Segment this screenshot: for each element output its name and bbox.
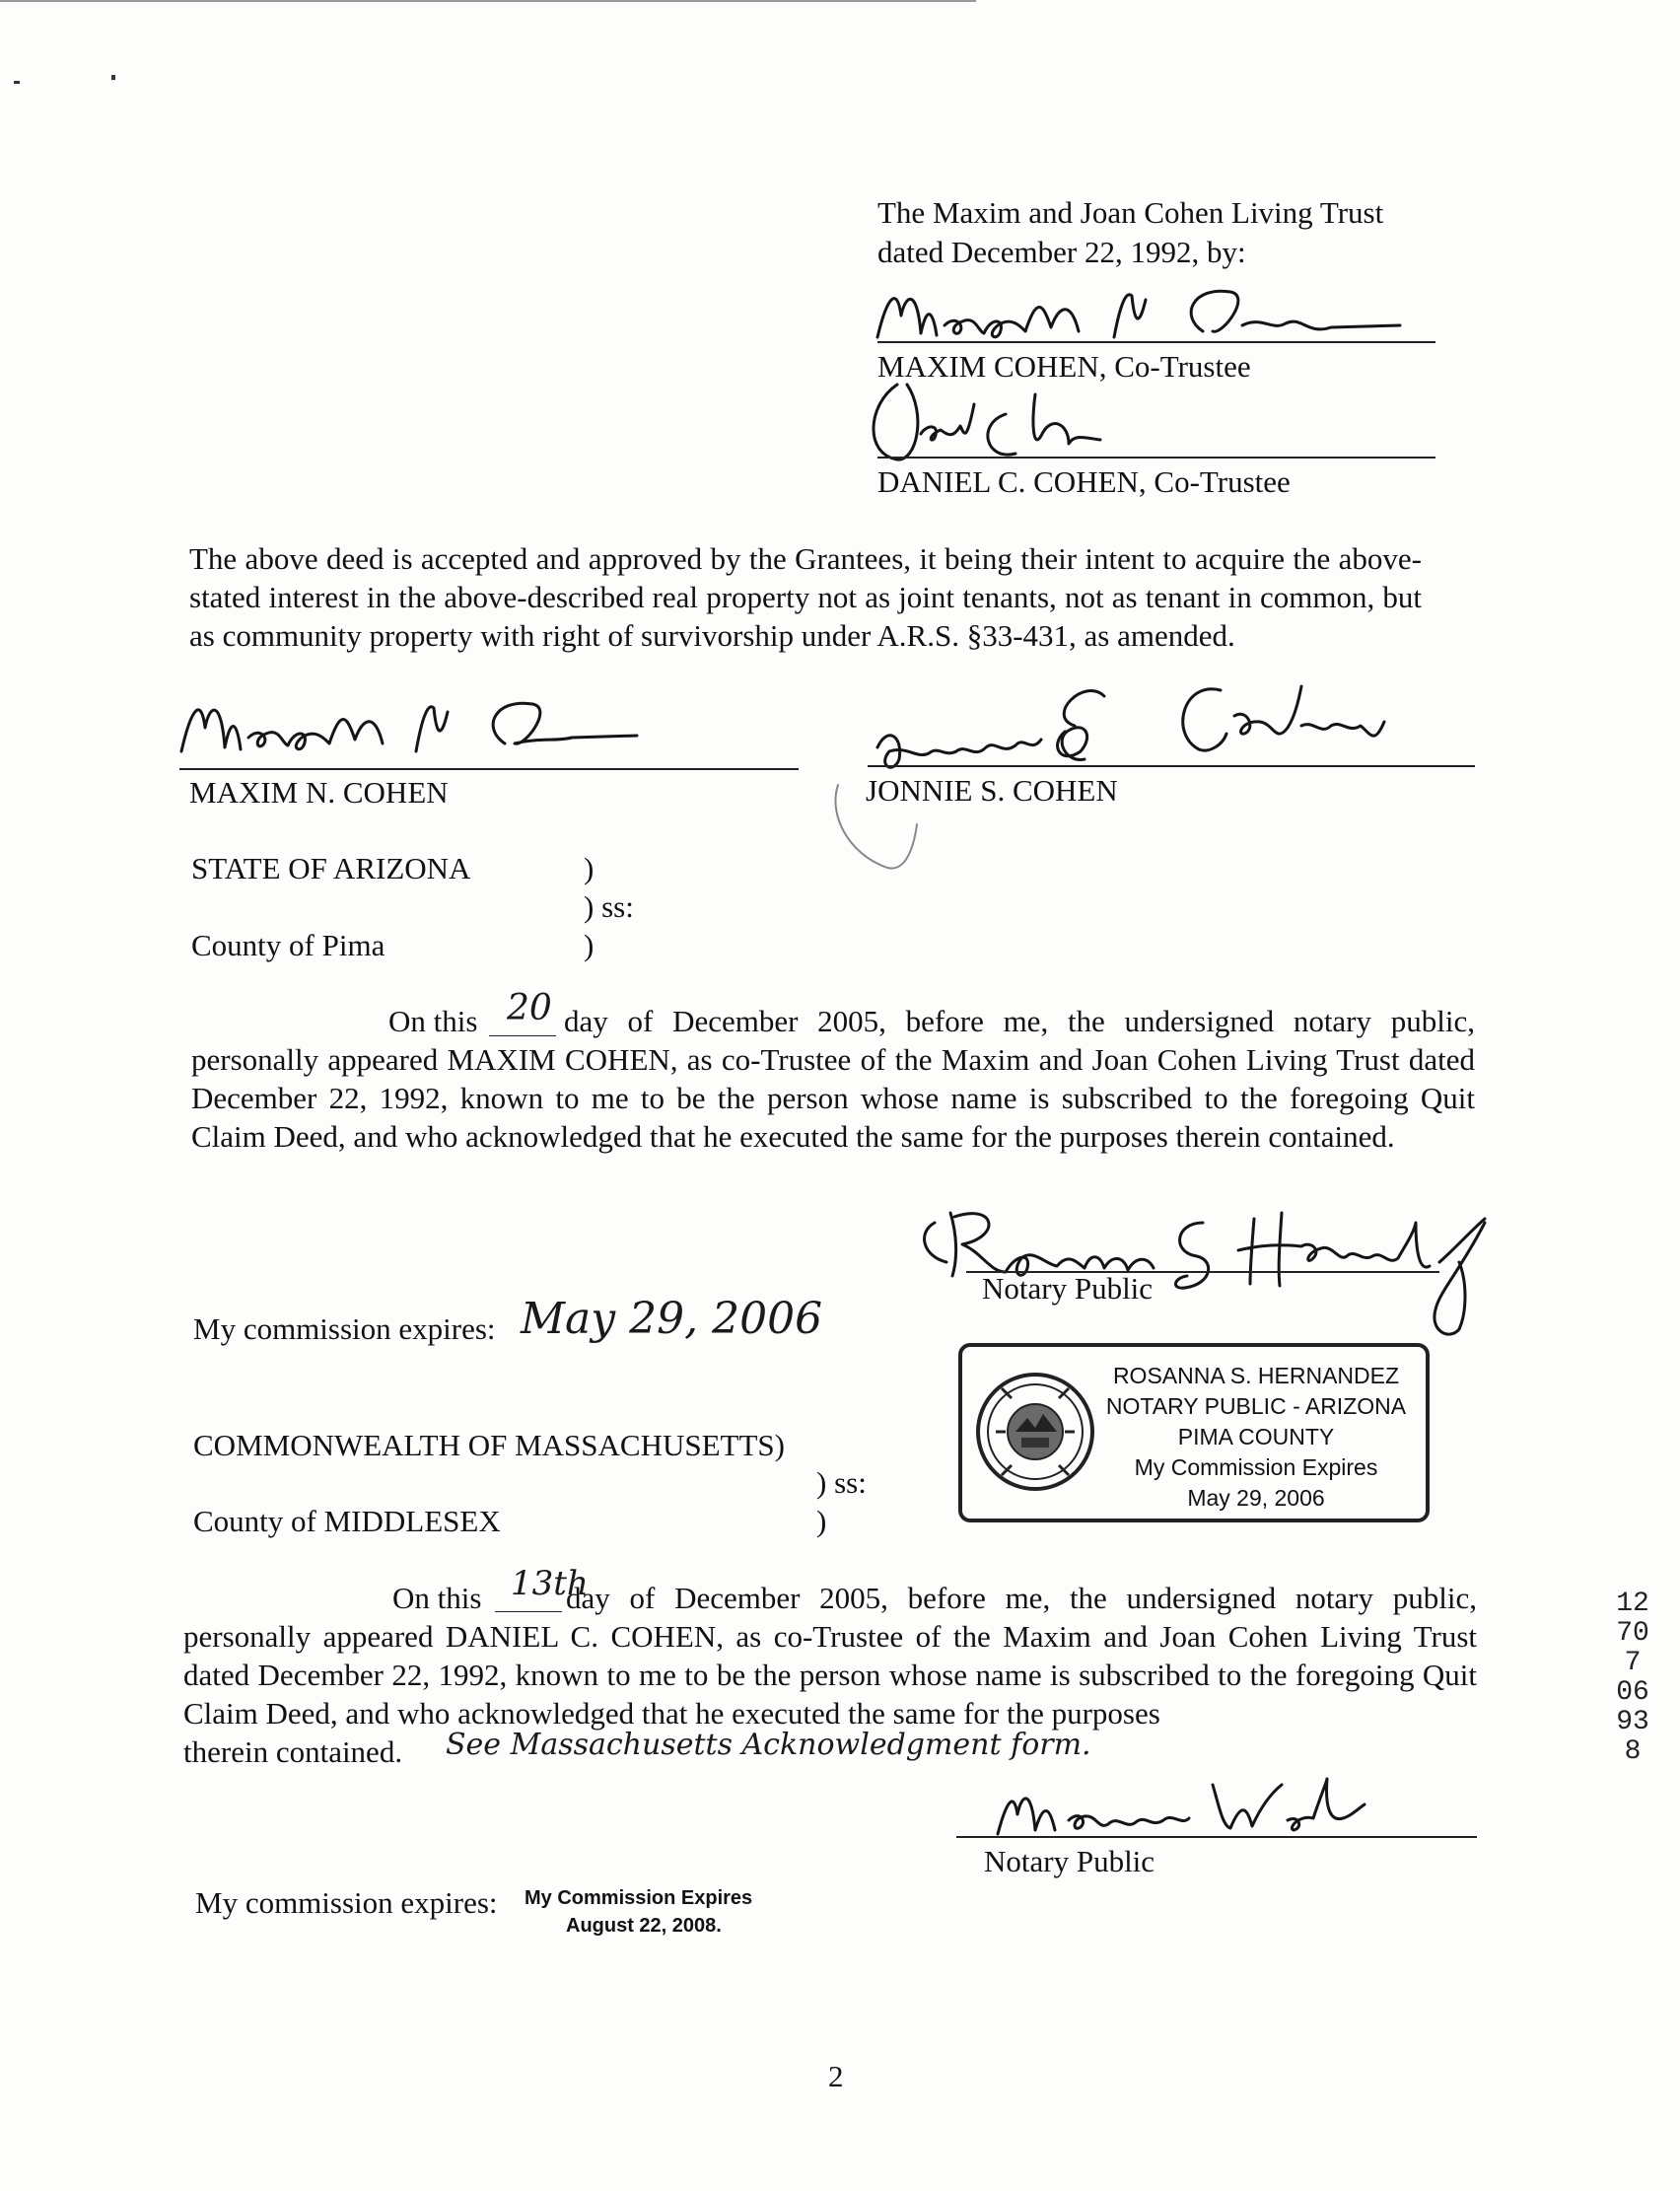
scan-line — [0, 0, 976, 2]
arizona-day-handwritten: 20 — [507, 988, 552, 1028]
trust-title: The Maxim and Joan Cohen Living Trust — [877, 195, 1384, 230]
arizona-paren-top: ) — [584, 851, 595, 885]
stamp-text — [1098, 1361, 1414, 1514]
stamp-title: NOTARY PUBLIC - ARIZONA — [1105, 1393, 1407, 1419]
trustee2-signature-line — [877, 457, 1435, 459]
massachusetts-commission-stamp-line2: August 22, 2008. — [566, 1915, 722, 1937]
massachusetts-ack-paragraph: day of December 2005, before me, the undersigned notary public, personally appeared DANIEL C. COHEN, as co-Trustee of the Maxim and Joan Cohen Living Trust dated December 22, 1992, known to me to be the person whose name is subscribed to the foregoing Quit Claim Deed, and who acknowledged that he executed the same for the purposes — [183, 1581, 1477, 1731]
signature-maxim-cohen-grantee — [174, 682, 666, 771]
stray-mark — [111, 75, 115, 80]
arizona-state-seal-icon — [972, 1359, 1106, 1507]
massachusetts-ss: ) ss: — [816, 1465, 867, 1500]
signature-jonnie-cohen — [808, 657, 1400, 883]
stamp-county: PIMA COUNTY — [1177, 1424, 1335, 1449]
arizona-commission-label: My commission expires: — [193, 1311, 496, 1346]
massachusetts-day-handwritten: 13th — [511, 1564, 589, 1603]
arizona-ss: ) ss: — [584, 889, 634, 924]
massachusetts-handwritten-note: See Massachusetts Acknowledgment form. — [446, 1728, 1091, 1762]
trustee1-signature-line — [877, 341, 1435, 343]
massachusetts-notary-label: Notary Public — [984, 1844, 1155, 1878]
stamp-expires-label: My Commission Expires — [1134, 1454, 1378, 1480]
signature-rosanna-hernandez — [907, 1193, 1518, 1341]
arizona-notary-label: Notary Public — [982, 1271, 1154, 1306]
arizona-para-start: On this — [388, 1004, 478, 1038]
massachusetts-para-last: therein contained. — [183, 1734, 403, 1769]
recording-number: 12707 06938 — [1616, 1589, 1658, 1767]
grantee2-label: JONNIE S. COHEN — [866, 773, 1118, 808]
stamp-name: ROSANNA S. HERNANDEZ — [1112, 1363, 1400, 1388]
massachusetts-county: County of MIDDLESEX — [193, 1504, 501, 1538]
grantee1-signature-line — [179, 768, 799, 770]
trust-date: dated December 22, 1992, by: — [877, 235, 1246, 269]
massachusetts-paren-bottom: ) — [816, 1504, 827, 1538]
signature-maxim-cohen-trustee — [868, 276, 1420, 355]
massachusetts-notary-line — [956, 1836, 1477, 1838]
arizona-paren-bottom: ) — [584, 928, 595, 962]
page-number: 2 — [828, 2059, 844, 2093]
acceptance-paragraph: The above deed is accepted and approved by the Grantees, it being their intent to acquire the above-stated interest in the above-described real property not as joint tenants, not as tenant in common, but as community property with right of survivorship under A.R.S. §33-431, as amended. — [189, 541, 1422, 653]
trustee1-label: MAXIM COHEN, Co-Trustee — [877, 349, 1251, 384]
notary-stamp-arizona — [958, 1343, 1430, 1522]
arizona-ack-paragraph: day of December 2005, before me, the undersigned notary public, personally appeared MAXIM COHEN, as co-Trustee of the Maxim and Joan Cohen Living Trust dated December 22, 1992, known to me to be the person whose name is subscribed to the foregoing Quit Claim Deed, and who acknowledged that he executed the same for the purposes therein contained. — [191, 1004, 1475, 1154]
massachusetts-commission-stamp-line1: My Commission Expires — [525, 1887, 753, 1909]
signature-maureen-notary — [986, 1765, 1380, 1844]
massachusetts-commission-label: My commission expires: — [195, 1885, 498, 1920]
arizona-commission-handwritten: May 29, 2006 — [521, 1294, 823, 1344]
arizona-county: County of Pima — [191, 928, 385, 962]
signature-daniel-cohen-trustee — [858, 375, 1272, 463]
grantee2-signature-line — [868, 765, 1475, 767]
grantee1-label: MAXIM N. COHEN — [189, 775, 449, 810]
arizona-state: STATE OF ARIZONA — [191, 851, 471, 885]
trustee2-label: DANIEL C. COHEN, Co-Trustee — [877, 464, 1291, 499]
massachusetts-para-start: On this — [392, 1581, 482, 1615]
massachusetts-state: COMMONWEALTH OF MASSACHUSETTS) — [193, 1428, 785, 1462]
stamp-expires-date: May 29, 2006 — [1187, 1485, 1325, 1511]
stray-mark — [14, 81, 20, 84]
